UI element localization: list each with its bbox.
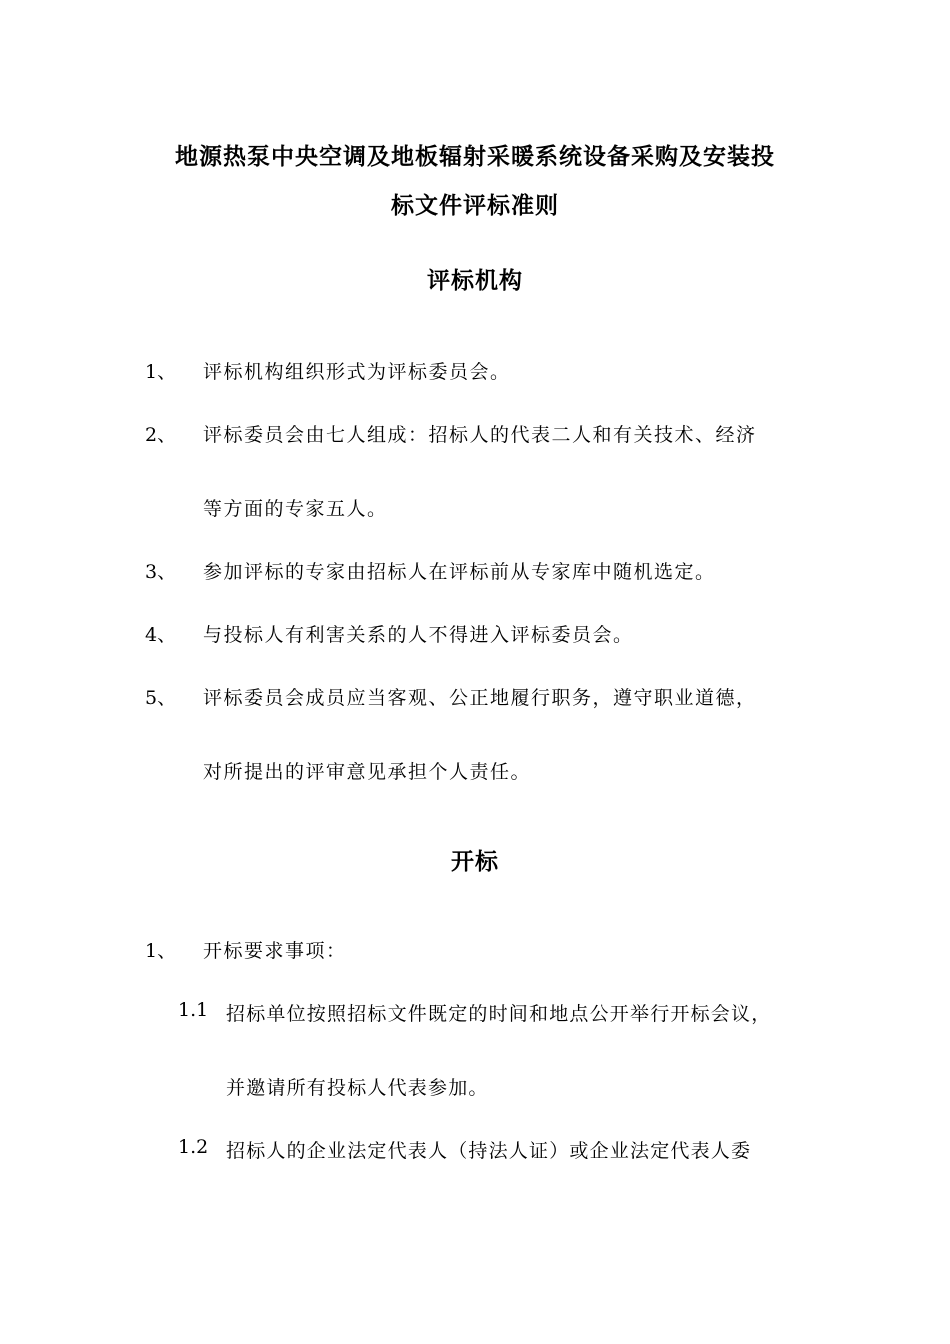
list-item-number: 5、 [145, 687, 177, 709]
list-item-number: 1、 [145, 361, 177, 383]
list-item-number: 3、 [145, 561, 177, 583]
list-item-text: 评标机构组织形式为评标委员会。 [203, 361, 511, 383]
sub-item-number: 1.1 [178, 999, 209, 1021]
list-item-text: 评标委员会成员应当客观、公正地履行职务，遵守职业道德， [203, 687, 757, 709]
list-item-number: 2、 [145, 424, 177, 446]
document-title-line-1: 地源热泵中央空调及地板辐射采暖系统设备采购及安装投 [175, 143, 775, 170]
list-item-number: 4、 [145, 624, 177, 646]
section-heading-bid-opening: 开标 [451, 848, 499, 875]
sub-item-text: 招标单位按照招标文件既定的时间和地点公开举行开标会议， [226, 1003, 772, 1025]
sub-item-number: 1.2 [178, 1136, 209, 1158]
sub-item-text-continued: 并邀请所有投标人代表参加。 [226, 1077, 489, 1099]
list-item-text-continued: 等方面的专家五人。 [203, 498, 388, 520]
list-item-text: 与投标人有利害关系的人不得进入评标委员会。 [203, 624, 634, 646]
list-item-text: 参加评标的专家由招标人在评标前从专家库中随机选定。 [203, 561, 716, 583]
sub-item-text: 招标人的企业法定代表人（持法人证）或企业法定代表人委 [226, 1140, 752, 1162]
document-title-line-2: 标文件评标准则 [391, 192, 559, 219]
list-item-text: 评标委员会由七人组成：招标人的代表二人和有关技术、经济 [203, 424, 757, 446]
section-heading-evaluation-body: 评标机构 [427, 267, 523, 294]
list-item-number: 1、 [145, 940, 177, 962]
list-item-text-continued: 对所提出的评审意见承担个人责任。 [203, 761, 532, 783]
list-item-text: 开标要求事项： [203, 940, 347, 962]
